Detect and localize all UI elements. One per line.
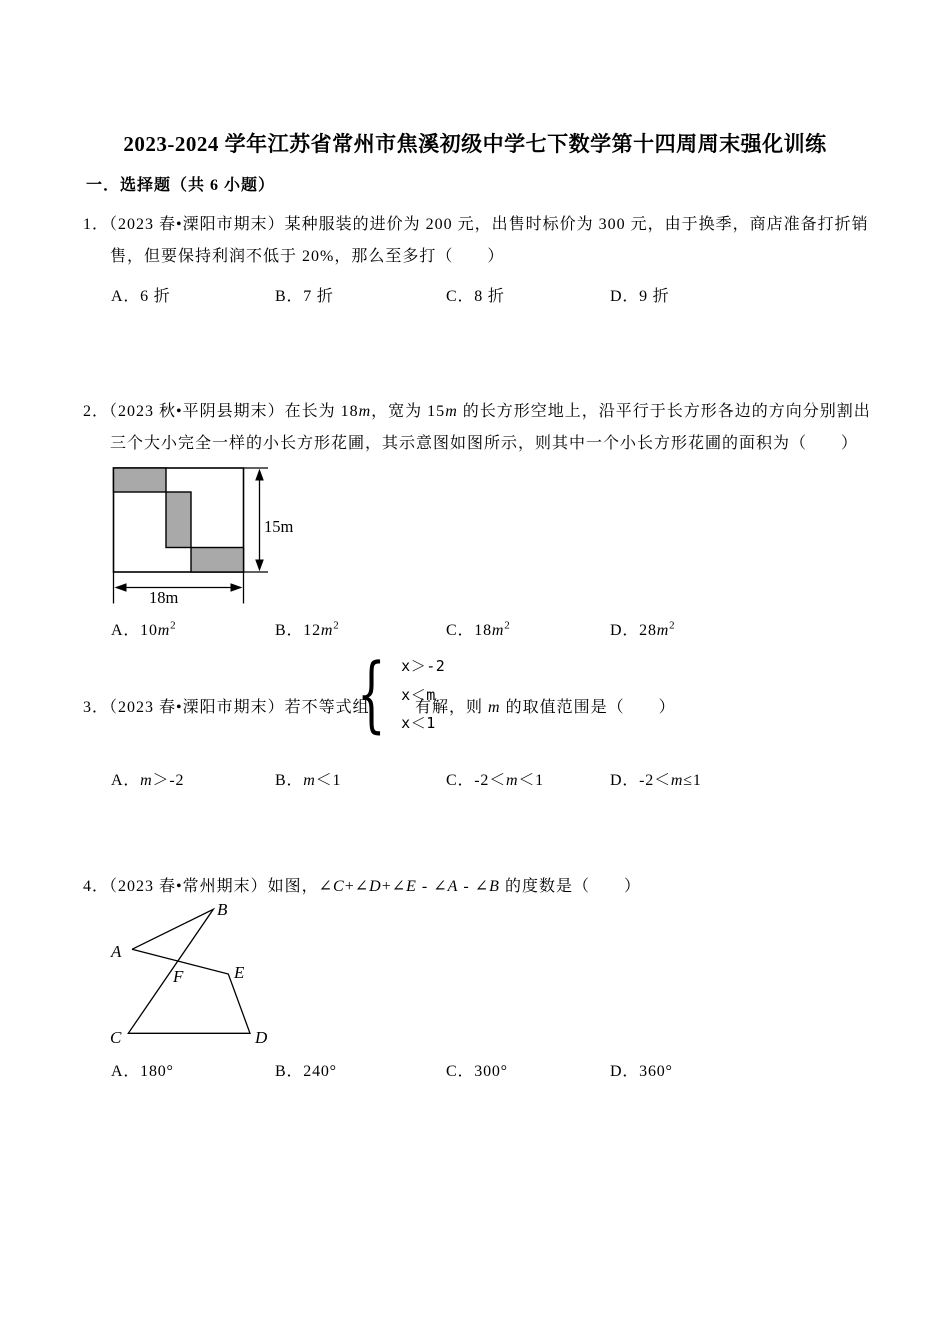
arrowhead-up xyxy=(255,469,264,481)
q1-option-d: D．9 折 xyxy=(610,288,670,305)
q2-option-a: A．$10m^2$ xyxy=(111,619,177,639)
q2-option-d: D．$28m^2$ xyxy=(610,619,676,639)
section-heading: 一．选择题（共 6 小题） xyxy=(86,177,276,194)
arrowhead-down xyxy=(255,560,264,572)
figure-outline xyxy=(128,909,250,1033)
q1-option-c: C．8 折 xyxy=(446,288,505,305)
q4-option-d: D．360° xyxy=(610,1063,673,1080)
q4-options xyxy=(111,1058,673,1081)
inequality-2: x＜m xyxy=(401,685,436,704)
q3-option-b: B．m＜1 xyxy=(275,772,342,789)
flowerbed-bottom-right xyxy=(191,548,244,573)
q1-option-a: A．6 折 xyxy=(111,288,171,305)
width-dimension-arrow xyxy=(114,572,244,604)
inequality-1: x＞-2 xyxy=(401,657,446,676)
q4-line: 4．（2023 春•常州期末）如图，∠C+∠D+∠E - ∠A - ∠B 的度数是（ ） xyxy=(83,878,641,895)
q3-text-before: 3．（2023 春•溧阳市期末）若不等式组 xyxy=(83,699,370,716)
q1-line-1: 1．（2023 春•溧阳市期末）某种服装的进价为 200 元，出售时标价为 300 元，由于换季，商店准备打折销 xyxy=(83,216,869,233)
q1-option-b: B．7 折 xyxy=(275,288,334,305)
q2-figure xyxy=(103,458,303,610)
q3-option-c: C．-2＜m＜1 xyxy=(446,772,544,789)
flowerbed-middle xyxy=(166,492,191,548)
q2-option-c: C．$18m^2$ xyxy=(446,619,511,639)
q1-options xyxy=(111,283,670,306)
arrowhead-left xyxy=(115,583,127,592)
q2-line-2: 三个大小完全一样的小长方形花圃，其示意图如图所示，则其中一个小长方形花圃的面积为（ ） xyxy=(110,435,859,452)
vertex-label-d: D xyxy=(255,1028,268,1047)
vertex-label-a: A xyxy=(111,942,122,961)
q2-option-b: B．$12m^2$ xyxy=(275,619,340,639)
q3-text-after: 有解，则 m 的取值范围是（ ） xyxy=(415,699,676,716)
q4-option-a: A．180° xyxy=(111,1063,174,1080)
vertex-label-e: E xyxy=(234,963,245,982)
q4-option-c: C．300° xyxy=(446,1063,508,1080)
arrowhead-right xyxy=(231,583,243,592)
vertex-label-f: F xyxy=(173,967,184,986)
q3-option-a: A．m＞-2 xyxy=(111,772,185,789)
page-title: 2023-2024 学年江苏省常州市焦溪初级中学七下数学第十四周周末强化训练 xyxy=(123,132,827,156)
q2-options xyxy=(111,617,675,640)
height-label: 15m xyxy=(264,517,294,536)
vertex-label-c: C xyxy=(110,1028,122,1047)
inequality-3: x＜1 xyxy=(401,714,436,733)
width-label: 18m xyxy=(149,588,179,607)
vertex-label-b: B xyxy=(217,900,228,919)
flowerbed-top-left xyxy=(114,468,167,492)
system-brace: { xyxy=(357,647,386,742)
q3-option-d: D．-2＜m≤1 xyxy=(610,772,702,789)
q4-figure xyxy=(103,893,283,1051)
q1-line-2: 售，但要保持利润不低于 20%，那么至多打（ ） xyxy=(110,248,505,265)
q3-options xyxy=(111,767,702,790)
q4-option-b: B．240° xyxy=(275,1063,337,1080)
q2-line-1: 2．（2023 秋•平阴县期末）在长为 18m，宽为 15m 的长方形空地上，沿平行于长方形各边的方向分别割出 xyxy=(83,403,871,420)
